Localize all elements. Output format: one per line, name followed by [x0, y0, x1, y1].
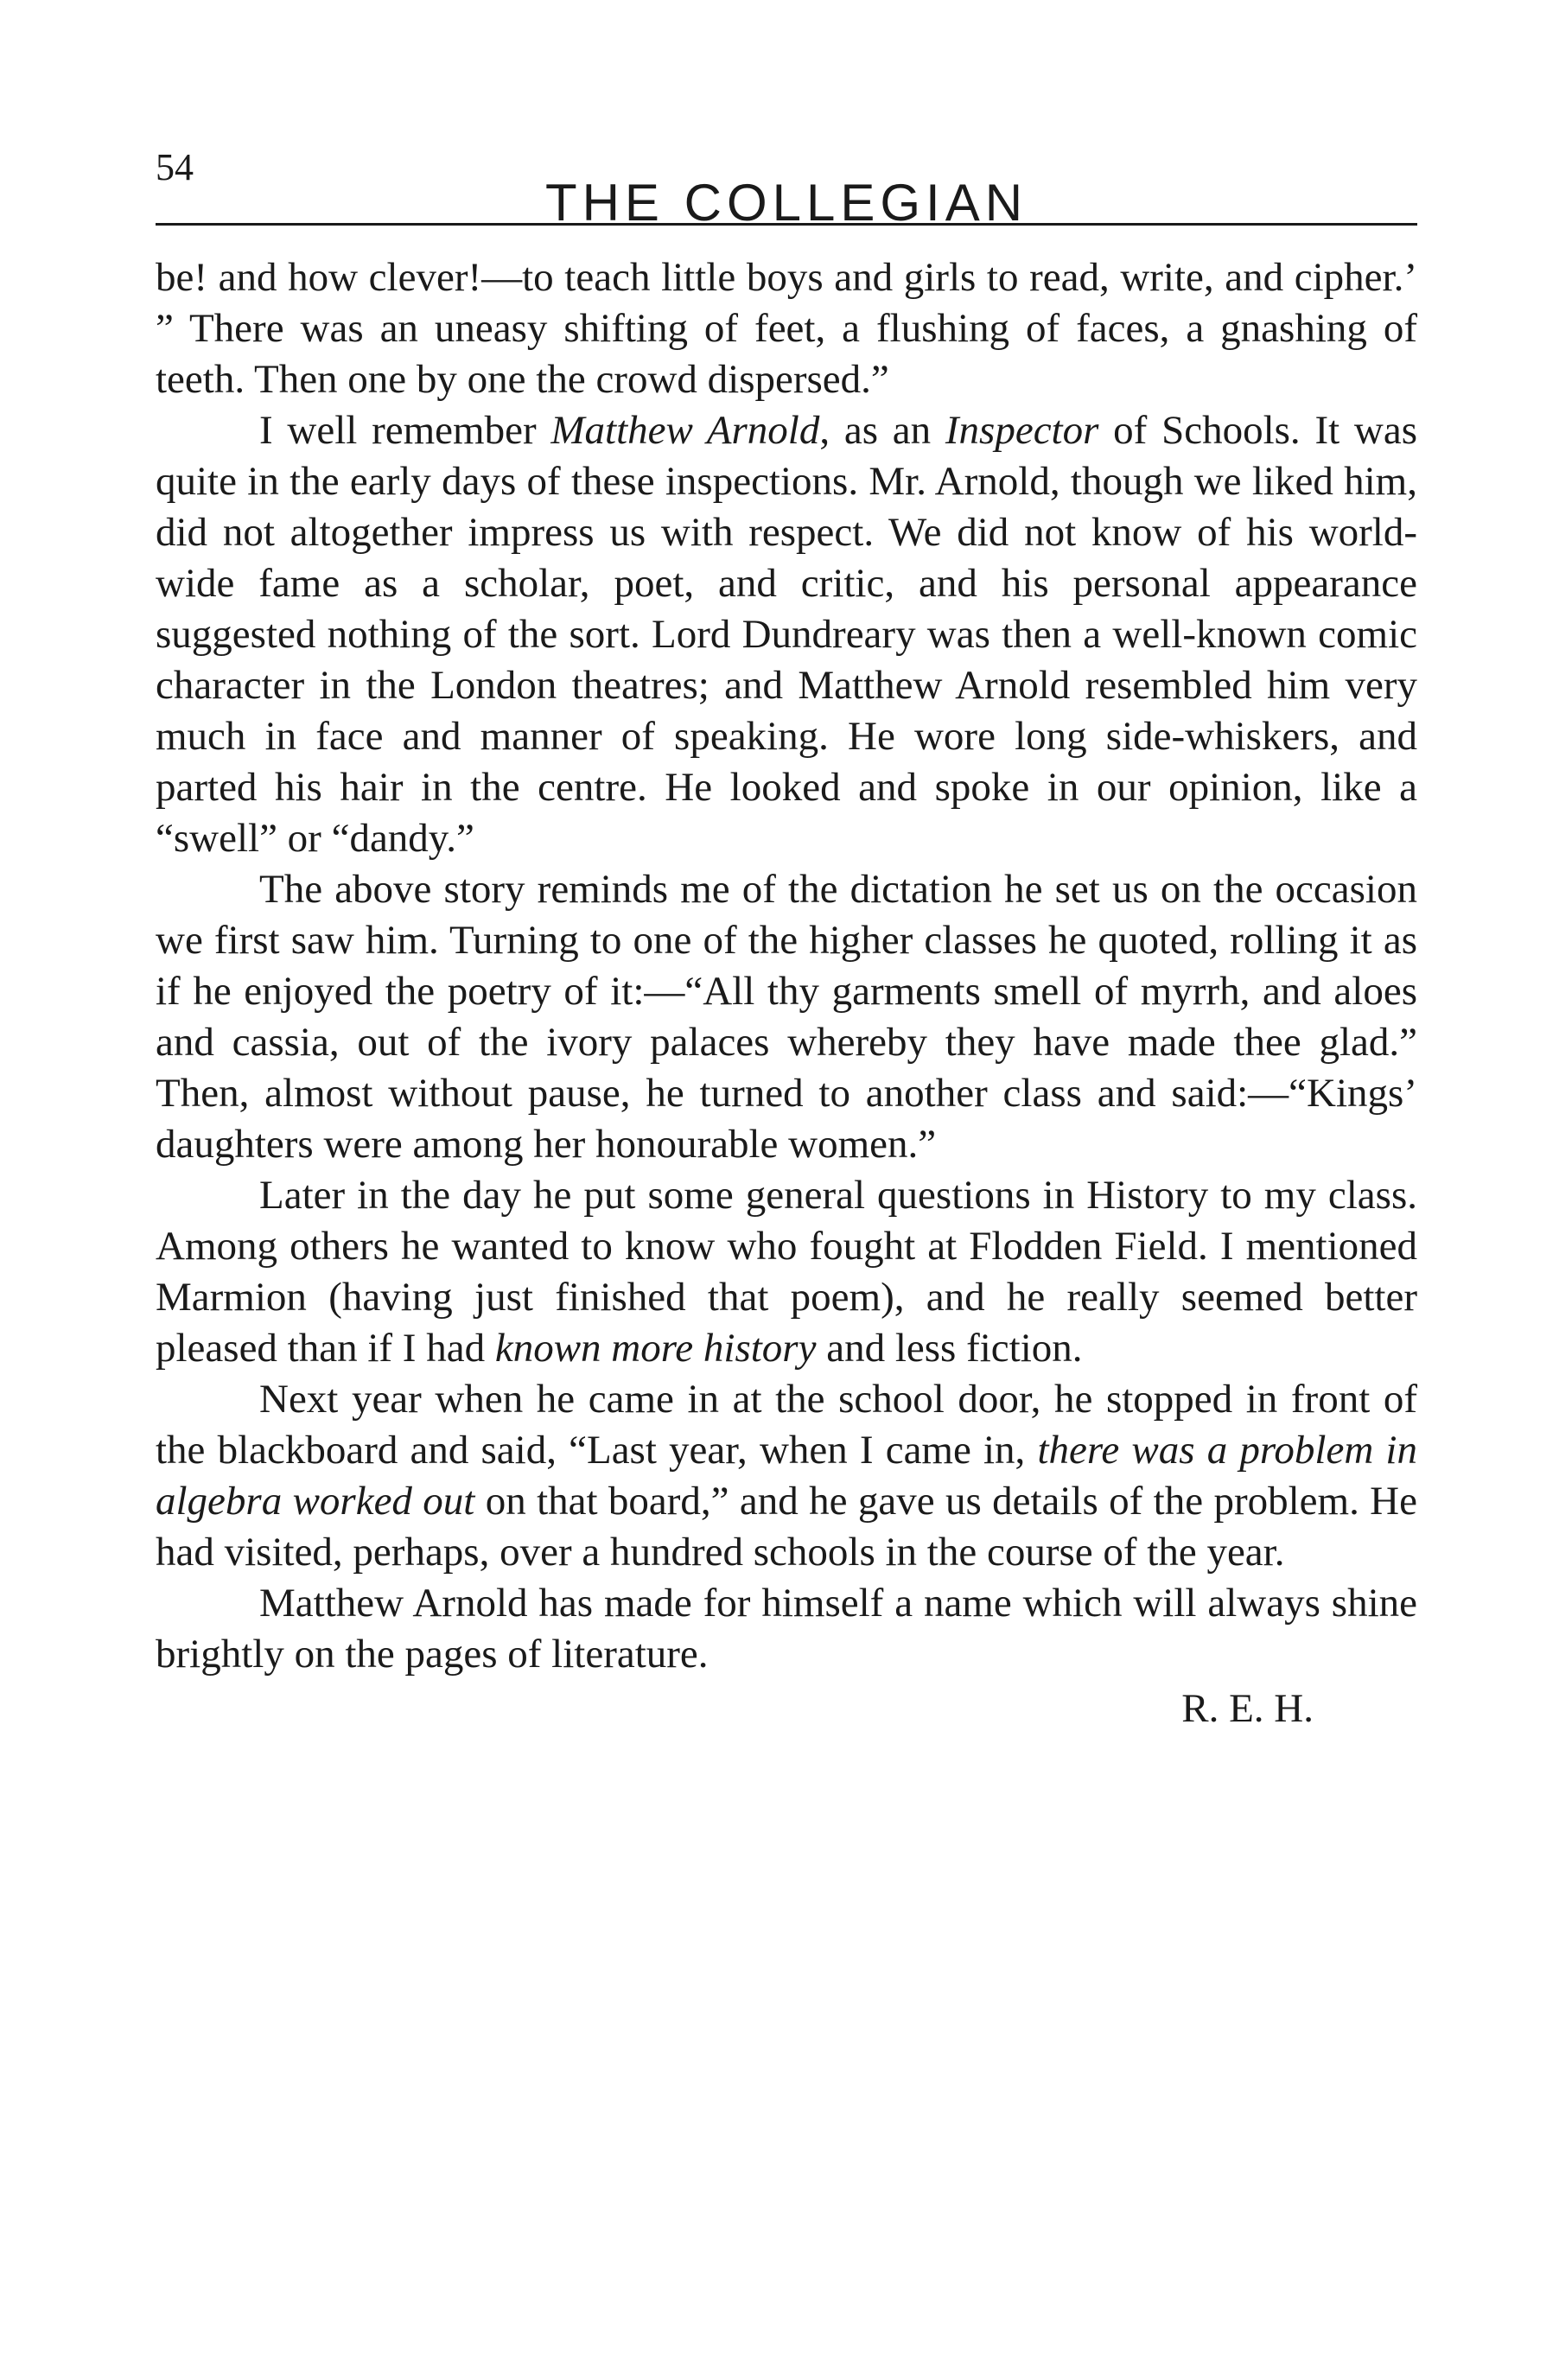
text-run: Next year when he came in at the school door, he stopped in front of the blackboard and said, “Last year, when I came in, [156, 1377, 1417, 1473]
italic-text: there was a problem in algebra worked out [156, 1428, 1417, 1524]
paragraph-continuation [156, 252, 1417, 405]
text-run: , as an [819, 408, 945, 453]
italic-text: known more history [494, 1326, 817, 1371]
text-run: on that board,” and he gave us details of the problem. He had visited, perhaps, over a hundred schools in the course of the year. [156, 1479, 1417, 1575]
paragraph-dictation [156, 864, 1417, 1170]
page-number: 54 [156, 146, 194, 188]
text-run: and less fiction. [816, 1326, 1083, 1371]
article-body [156, 252, 1417, 1734]
page-header [156, 138, 1417, 232]
text-run: Later in the day he put some general questions in History to my class. Among others he wanted to know who fought at Flodden Field. I mentioned Marmion (having just finished that poem), and he really seemed better pleased than if I had [156, 1173, 1417, 1371]
author-signature: R. E. H. [1181, 1686, 1314, 1731]
italic-text: Matthew Arnold [550, 408, 820, 453]
text-run: Matthew Arnold has made for himself a name which will always shine brightly on the pages of literature. [156, 1581, 1417, 1677]
text-run: The above story reminds me of the dictation he set us on the occasion we first saw him. Turning to one of the higher classes he quoted, rolling it as if he enjoyed the poetry of it:—“All thy garments smell of myrrh, and aloes and cassia, out of the ivory palaces whereby they have made thee glad.” Then, almost without pause, he turned to another class and said:—“Kings’ daughters were among her honourable women.” [156, 867, 1417, 1167]
text-run: be! and how clever!—to teach little boys and girls to read, write, and cipher.’ ” There was an uneasy shifting of feet, a flushing of faces, a gnashing of teeth. Then one by one the crowd dispersed.” [156, 255, 1417, 402]
header-rule [156, 223, 1417, 226]
paragraph-arnold-inspector [156, 405, 1417, 864]
paragraph-next-year [156, 1374, 1417, 1578]
text-run: I well remember [259, 408, 551, 453]
text-run: of Schools. It was quite in the early days of these inspections. Mr. Arnold, though we liked him, did not altogether impress us with respect. We did not know of his world-wide fame as a scholar, poet, and critic, and his personal appearance suggested nothing of the sort. Lord Dundreary was then a well-known comic character in the London theatres; and Matthew Arnold resembled him very much in face and manner of speaking. He wore long side-whiskers, and parted his hair in the centre. He looked and spoke in our opinion, like a “swell” or “dandy.” [156, 408, 1418, 861]
paragraph-conclusion [156, 1578, 1417, 1680]
italic-text: Inspector [945, 408, 1099, 453]
paragraph-history-questions [156, 1170, 1417, 1374]
running-title: THE COLLEGIAN [544, 174, 1028, 232]
